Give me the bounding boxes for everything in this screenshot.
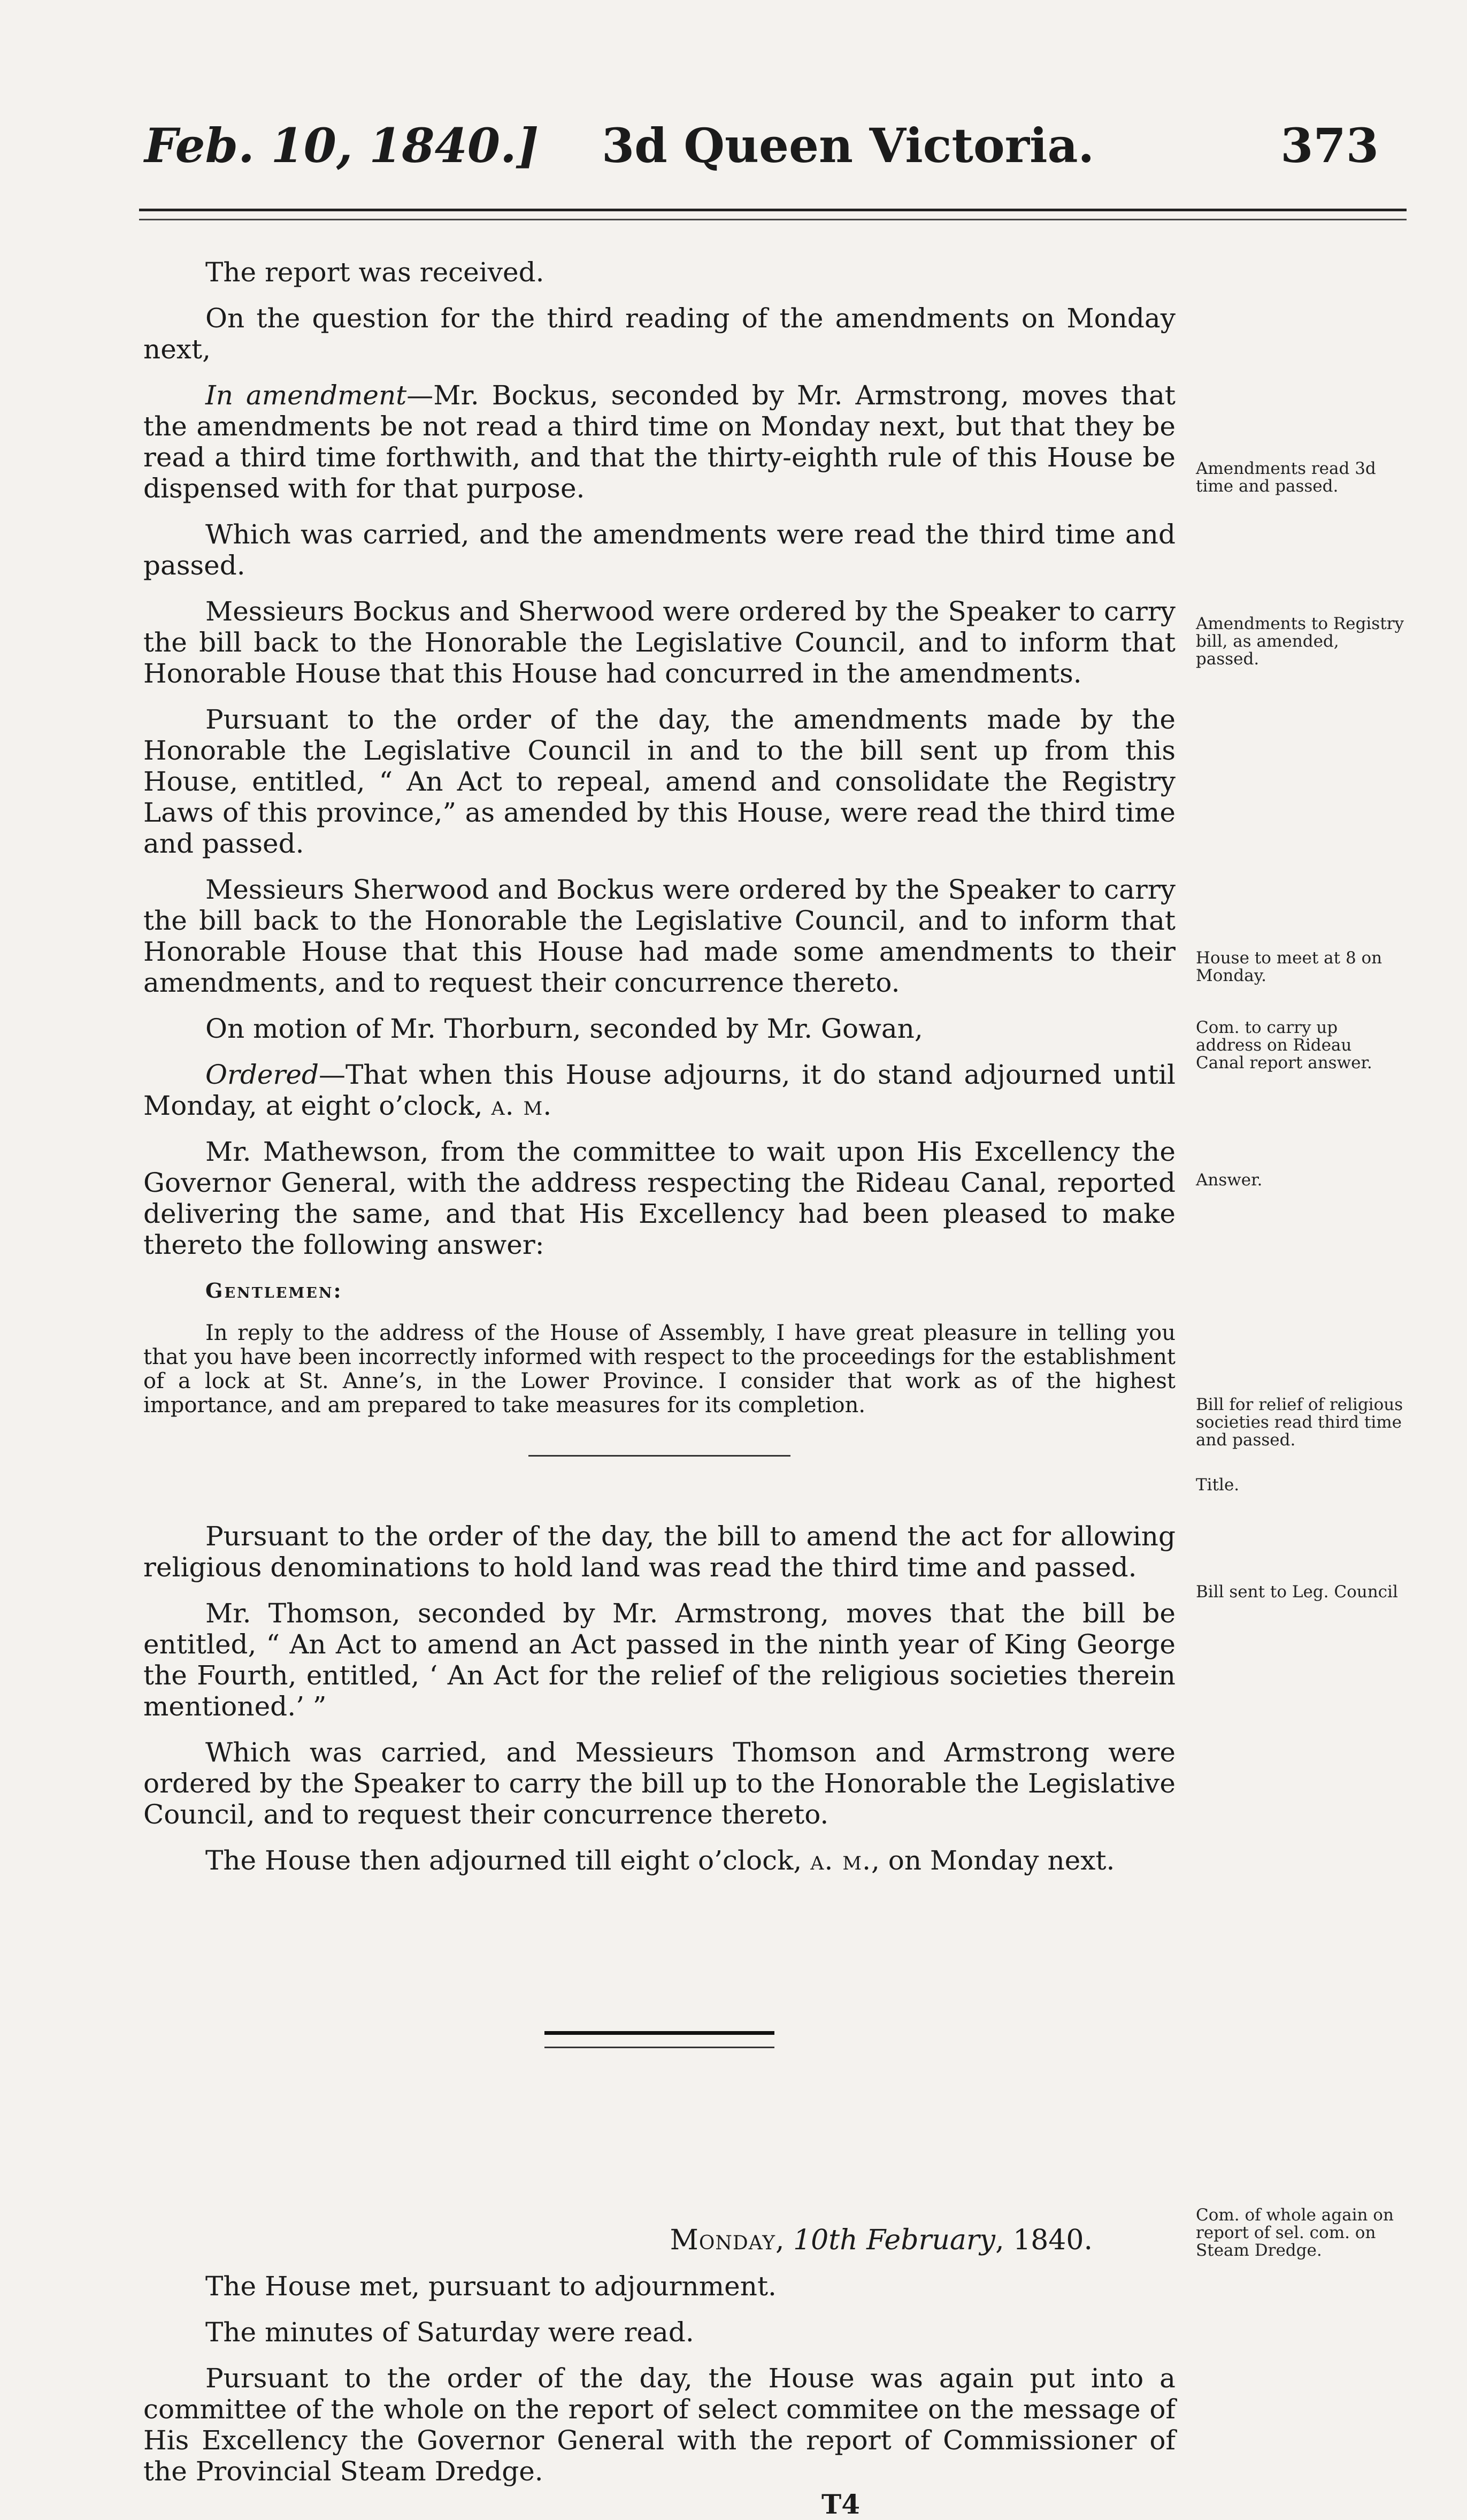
margin-note: Amendments to Registry bill, as amended, passed. — [1196, 614, 1404, 669]
margin-note: House to meet at 8 on Monday. — [1196, 948, 1382, 985]
margin-note: Answer. — [1196, 1170, 1263, 1190]
salutation: Gentlemen: — [205, 1278, 343, 1303]
paragraph: Mr. Mathewson, from the committee to wait upon His Excellency the Governor General, with the address respecting the Rideau Canal, reported delivering the same, and that His Excellency had been pleased to make thereto the following answer: — [143, 1136, 1176, 1260]
dateline — [143, 2225, 1176, 2256]
paragraph: The minutes of Saturday were read. — [205, 2317, 694, 2348]
paragraph: On motion of Mr. Thorburn, seconded by Mr. Gowan, — [205, 1013, 923, 1044]
header-rule — [139, 209, 1407, 220]
time-abbrev: a. m. — [810, 1845, 871, 1876]
paragraph: Pursuant to the order of the day, the bill to amend the act for allowing religious denominations to hold land was read the third time and passed. — [143, 1521, 1176, 1583]
paragraph: Mr. Thomson, seconded by Mr. Armstrong, moves that the bill be entitled, “ An Act to amend an Act passed in the ninth year of King George the Fourth, entitled, ‘ An Act for the relief of the religious societies therein mentioned.’ ” — [143, 1598, 1176, 1722]
paragraph — [143, 380, 1176, 504]
day-divider — [544, 2031, 774, 2048]
running-header — [144, 107, 1379, 177]
paragraph: Which was carried, and the amendments were read the third time and passed. — [143, 519, 1176, 581]
header-title: 3d Queen Victoria. — [602, 118, 1095, 173]
header-date: Feb. 10, 1840.] — [144, 118, 539, 173]
margin-note: Bill sent to Leg. Council — [1196, 1582, 1398, 1602]
paragraph: Which was carried, and Messieurs Thomson and Armstrong were ordered by the Speaker to carry the bill up to the Honorable the Legislative Council, and to request their concurrence thereto. — [143, 1737, 1176, 1830]
lead-term: Ordered — [205, 1059, 319, 1090]
margin-note: Bill for relief of religious societies read third time and passed. — [1196, 1395, 1403, 1450]
paragraph: Pursuant to the order of the day, the House was again put into a committee of the whole on the report of select commitee on the message of His Excellency the Governor General with the report of Commissioner of the Provincial Steam Dredge. — [143, 2363, 1176, 2487]
answer-quote: In reply to the address of the House of Assembly, I have great pleasure in telling you that you have been incorrectly informed with respect to the proceedings for the establishment of a lock at St. Anne’s, in the Lower Province. I consider that work as of the highest importance, and am prepared to take measures for its completion. — [143, 1321, 1176, 1418]
page-number: 373 — [1280, 118, 1379, 173]
dateline-date: 10th February — [793, 2224, 996, 2256]
margin-note: Title. — [1196, 1475, 1240, 1495]
paragraph-text: —That when this House adjourns, it do stand adjourned until Monday, at eight o’clock, — [143, 1059, 1176, 1121]
lead-term: In amendment — [205, 380, 407, 411]
margin-note: Com. to carry up address on Rideau Canal report answer. — [1196, 1018, 1372, 1073]
paragraph: Messieurs Sherwood and Bockus were ordered by the Speaker to carry the bill back to the Honorable the Legislative Council, and to inform that Honorable House that this House had made some amendments to their amendments, and to request their concurrence thereto. — [143, 874, 1176, 998]
paragraph — [143, 1845, 1176, 1876]
main-text — [143, 257, 1176, 2520]
paragraph — [143, 1059, 1176, 1121]
paragraph: On the question for the third reading of the amendments on Monday next, — [143, 303, 1176, 365]
paragraph-text: The House then adjourned till eight o’clock, — [205, 1845, 811, 1876]
dateline-year: , 1840. — [995, 2224, 1093, 2256]
dateline-sep: , — [775, 2224, 794, 2256]
signature-mark: T4 — [821, 2488, 860, 2520]
section-divider — [528, 1455, 790, 1457]
dateline-day: Monday — [670, 2224, 776, 2256]
paragraph-text: —Mr. Bockus, seconded by Mr. Armstrong, moves that the amendments be not read a third time on Monday next, but that they be read a third time forthwith, and that the thirty-eighth rule of this House be dispensed with for that purpose. — [143, 380, 1176, 504]
paragraph: Pursuant to the order of the day, the amendments made by the Honorable the Legislative Council in and to the bill sent up from this House, entitled, “ An Act to repeal, amend and consolidate the Registry Laws of this province,” as amended by this House, were read the third time and passed. — [143, 704, 1176, 859]
margin-note: Amendments read 3d time and passed. — [1196, 459, 1376, 496]
paragraph: Messieurs Bockus and Sherwood were ordered by the Speaker to carry the bill back to the Honorable the Legislative Council, and to inform that Honorable House that this House had concurred in the amendments. — [143, 596, 1176, 689]
margin-note: Com. of whole again on report of sel. com. on Steam Dredge. — [1196, 2205, 1394, 2260]
time-abbrev: a. m. — [491, 1090, 552, 1121]
paragraph-text: , on Monday next. — [871, 1845, 1115, 1876]
paragraph: The report was received. — [205, 257, 544, 288]
paragraph: The House met, pursuant to adjournment. — [205, 2271, 777, 2302]
